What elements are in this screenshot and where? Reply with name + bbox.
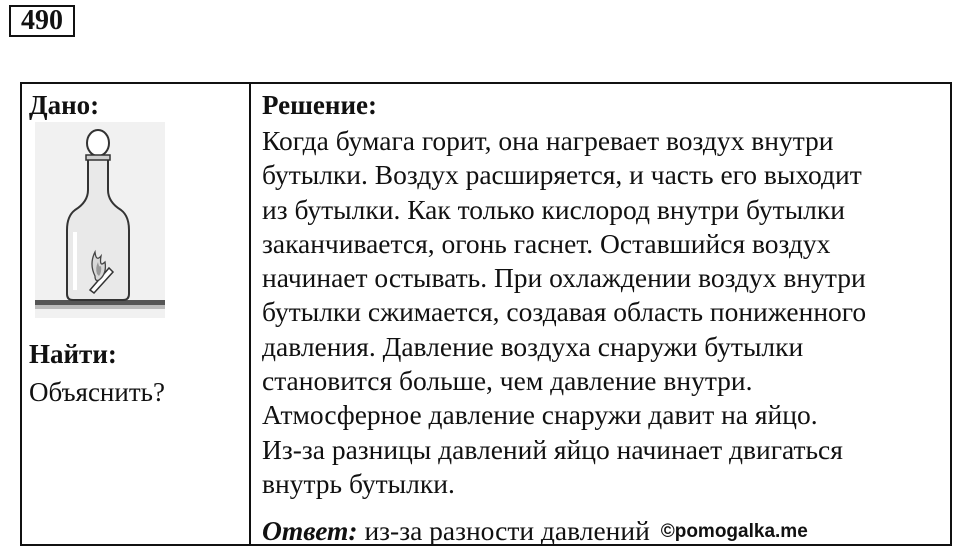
given-heading: Дано:	[29, 90, 100, 120]
solution-line: давления. Давление воздуха снаружи бутылки	[262, 330, 804, 362]
solution-line: бутылки сжимается, создавая область пониженного	[262, 296, 867, 328]
watermark: ©pomogalka.me	[660, 521, 808, 542]
solution-line: из бутылки. Как только кислород внутри бутылки	[262, 193, 845, 225]
solution-line: Атмосферное давление снаружи давит на яйцо.	[262, 399, 818, 431]
solution-body	[262, 124, 948, 501]
solution-line: Из-за разницы давлений яйцо начинает двигаться	[262, 433, 843, 465]
solution-line: заканчивается, огонь гаснет. Оставшийся воздух	[262, 227, 831, 259]
solution-line: Когда бумага горит, она нагревает воздух внутри	[262, 125, 834, 156]
find-heading: Найти:	[29, 339, 117, 369]
solution-line: начинает остывать. При охлаждении воздух внутри	[262, 262, 866, 294]
answer-line	[262, 515, 808, 548]
bottle-with-burning-paper-icon	[35, 122, 165, 318]
problem-number: 490	[9, 5, 75, 37]
answer-text: из-за разности давлений	[364, 515, 650, 546]
solution-line: бутылки. Воздух расширяется, и часть его выходит	[262, 159, 862, 191]
answer-label: Ответ:	[262, 515, 358, 546]
column-divider	[249, 84, 251, 544]
find-value: Объяснить?	[29, 377, 165, 407]
egg-icon	[87, 130, 109, 156]
solution-line: становится больше, чем давление внутри.	[262, 365, 753, 397]
solution-heading: Решение:	[262, 90, 377, 120]
solution-line: внутрь бутылки.	[262, 467, 455, 499]
task-table	[20, 82, 952, 546]
